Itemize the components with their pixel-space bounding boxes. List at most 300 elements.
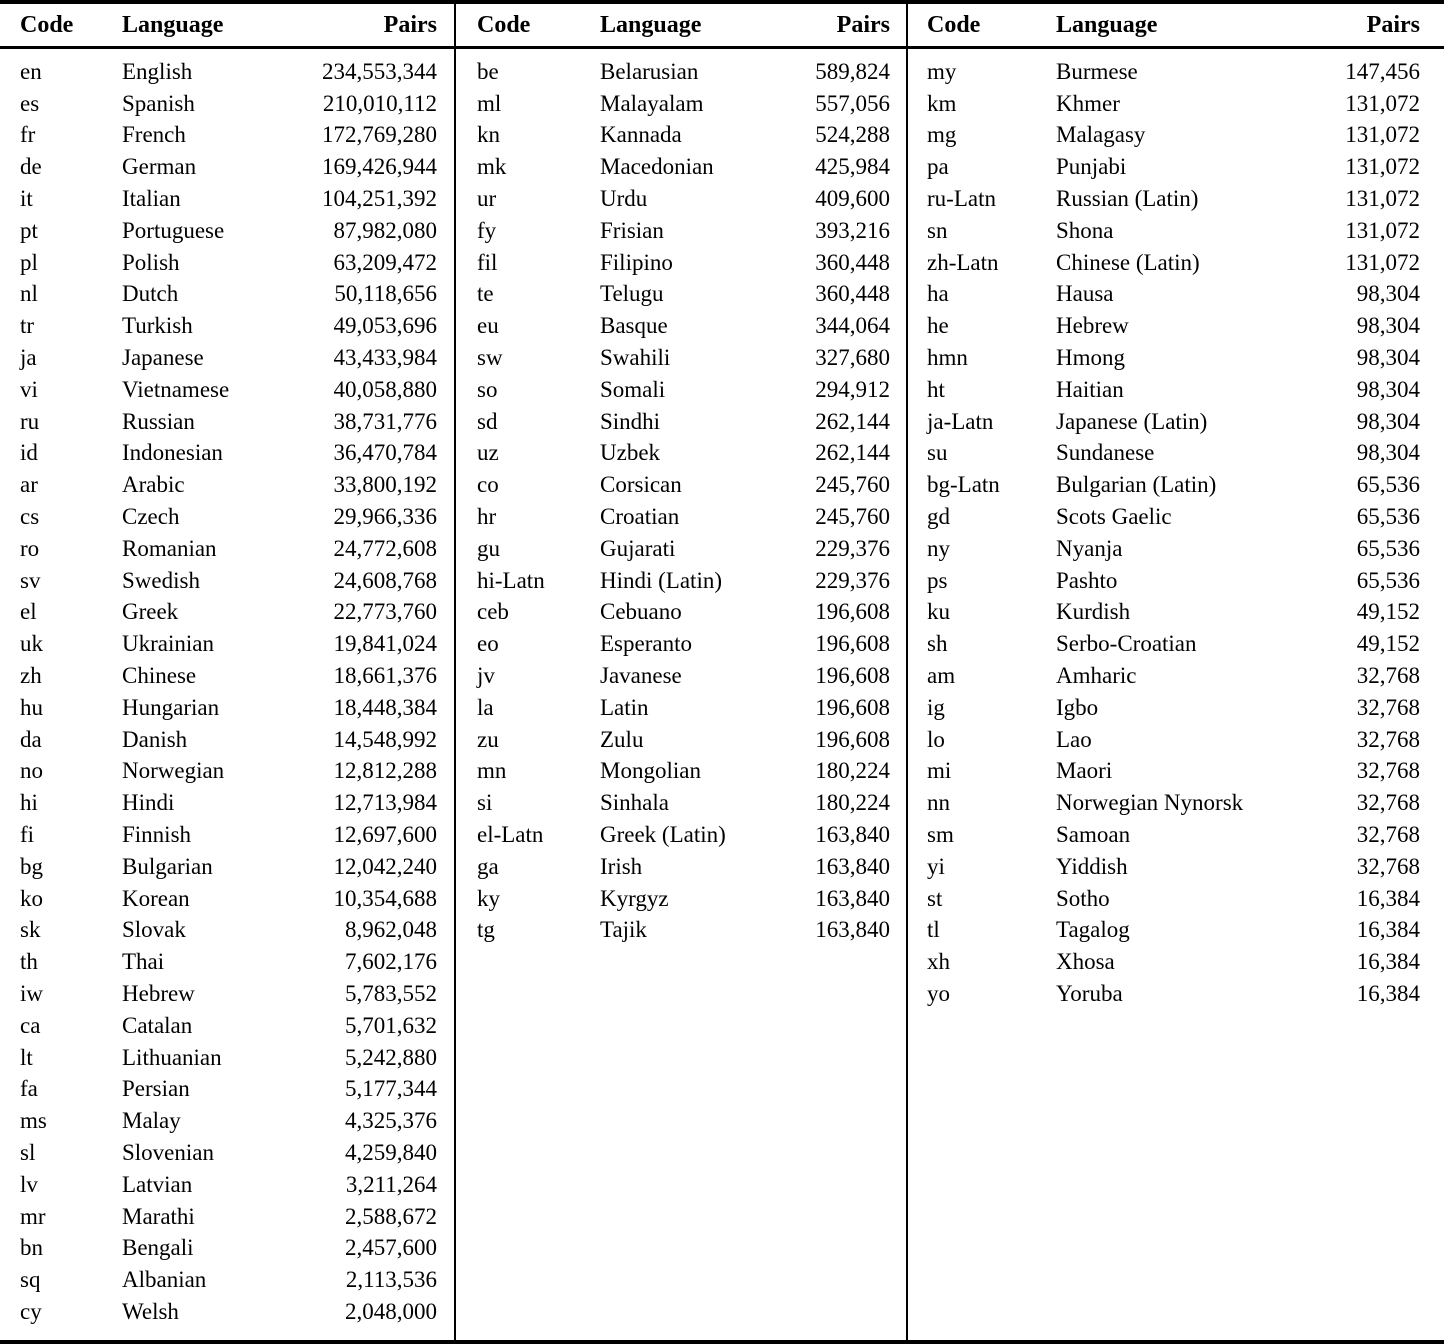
pairs-cell: 393,216 xyxy=(815,217,890,243)
language-cell: Mongolian xyxy=(600,758,701,784)
column-header-code: Code xyxy=(927,11,981,38)
pairs-cell: 2,457,600 xyxy=(345,1235,437,1261)
language-cell: Polish xyxy=(122,249,180,275)
code-cell: zh xyxy=(20,663,42,689)
table-row xyxy=(456,88,906,120)
table-row xyxy=(908,819,1444,851)
language-cell: Javanese xyxy=(600,663,682,689)
language-cell: Filipino xyxy=(600,249,673,275)
code-cell: cy xyxy=(20,1298,42,1324)
code-cell: ca xyxy=(20,1012,41,1038)
code-cell: ro xyxy=(20,535,40,561)
code-cell: am xyxy=(927,663,956,689)
table-row xyxy=(0,183,454,215)
table-row xyxy=(908,56,1444,88)
pairs-cell: 32,768 xyxy=(1356,822,1420,848)
pairs-cell: 65,536 xyxy=(1356,535,1420,561)
code-cell: hmn xyxy=(927,345,968,371)
pairs-cell: 245,760 xyxy=(815,504,890,530)
code-cell: eo xyxy=(477,631,499,657)
language-cell: Zulu xyxy=(600,726,644,752)
table-row xyxy=(908,597,1444,629)
language-cell: Japanese (Latin) xyxy=(1056,408,1208,434)
code-cell: mg xyxy=(927,122,957,148)
table-row xyxy=(0,215,454,247)
table-row xyxy=(908,946,1444,978)
language-cell: Greek (Latin) xyxy=(600,822,726,848)
language-cell: Korean xyxy=(122,885,190,911)
column-header-code: Code xyxy=(20,11,74,38)
pairs-cell: 5,783,552 xyxy=(345,981,437,1006)
table-row xyxy=(456,565,906,597)
table-row xyxy=(908,756,1444,788)
code-cell: ja-Latn xyxy=(927,408,994,434)
pairs-cell: 2,048,000 xyxy=(345,1298,437,1324)
code-cell: nn xyxy=(927,790,950,816)
code-cell: uz xyxy=(477,440,499,466)
table-row xyxy=(0,279,454,311)
code-cell: sv xyxy=(20,567,41,593)
language-cell: Maori xyxy=(1056,758,1113,784)
language-cell: Croatian xyxy=(600,504,680,530)
pairs-cell: 131,072 xyxy=(1345,217,1420,243)
language-cell: Marathi xyxy=(122,1203,195,1229)
code-cell: fy xyxy=(477,217,497,243)
language-cell: Irish xyxy=(600,853,643,879)
table-columns xyxy=(0,4,1444,1340)
pairs-cell: 32,768 xyxy=(1356,694,1420,720)
language-cell: Punjabi xyxy=(1056,154,1127,180)
code-cell: fr xyxy=(20,122,36,148)
pairs-cell: 524,288 xyxy=(815,122,890,148)
code-cell: sw xyxy=(477,345,503,371)
code-cell: he xyxy=(927,313,949,339)
pairs-cell: 234,553,344 xyxy=(322,58,437,84)
code-cell: si xyxy=(477,790,493,816)
language-cell: Amharic xyxy=(1056,663,1137,689)
table-row xyxy=(0,469,454,501)
language-cell: Hindi xyxy=(122,790,175,816)
code-cell: en xyxy=(20,58,42,84)
table-row xyxy=(0,56,454,88)
language-cell: Kyrgyz xyxy=(600,885,669,911)
table-row xyxy=(0,374,454,406)
pairs-cell: 7,602,176 xyxy=(345,949,437,975)
table-row xyxy=(0,819,454,851)
language-cell: Russian xyxy=(122,408,195,434)
table-row xyxy=(908,660,1444,692)
table-body xyxy=(908,49,1444,1340)
language-cell: Malayalam xyxy=(600,90,704,116)
table-row xyxy=(0,915,454,947)
table-row xyxy=(456,692,906,724)
pairs-cell: 245,760 xyxy=(815,472,890,498)
language-cell: Yoruba xyxy=(1056,981,1123,1006)
table-row xyxy=(456,660,906,692)
code-cell: ps xyxy=(927,567,948,593)
pairs-cell: 5,242,880 xyxy=(345,1044,437,1070)
pairs-cell: 98,304 xyxy=(1356,281,1420,307)
table-row xyxy=(456,533,906,565)
table-row xyxy=(456,787,906,819)
code-cell: vi xyxy=(20,376,38,402)
table-row xyxy=(908,374,1444,406)
code-cell: ny xyxy=(927,535,950,561)
pairs-cell: 40,058,880 xyxy=(333,376,437,402)
language-cell: Tajik xyxy=(600,917,647,943)
code-cell: mr xyxy=(20,1203,46,1229)
language-cell: Haitian xyxy=(1056,376,1124,402)
code-cell: lo xyxy=(927,726,945,752)
table-row xyxy=(456,56,906,88)
table-row xyxy=(0,883,454,915)
column-header-pairs: Pairs xyxy=(383,11,437,38)
table-row xyxy=(908,978,1444,1010)
table-row xyxy=(908,247,1444,279)
language-cell: Catalan xyxy=(122,1012,193,1038)
table-group-1 xyxy=(0,4,454,1340)
language-cell: Hindi (Latin) xyxy=(600,567,722,593)
table-row xyxy=(908,88,1444,120)
language-cell: Romanian xyxy=(122,535,217,561)
language-cell: Arabic xyxy=(122,472,185,498)
table-group-2 xyxy=(454,4,906,1340)
code-cell: ceb xyxy=(477,599,509,625)
pairs-cell: 38,731,776 xyxy=(333,408,437,434)
table-row xyxy=(456,342,906,374)
language-cell: Turkish xyxy=(122,313,193,339)
pairs-cell: 18,661,376 xyxy=(333,663,437,689)
table-row xyxy=(456,469,906,501)
pairs-cell: 32,768 xyxy=(1356,758,1420,784)
language-cell: Swedish xyxy=(122,567,200,593)
table-row xyxy=(0,120,454,152)
language-cell: Czech xyxy=(122,504,180,530)
pairs-cell: 131,072 xyxy=(1345,186,1420,212)
language-cell: Albanian xyxy=(122,1267,207,1293)
pairs-cell: 14,548,992 xyxy=(333,726,437,752)
table-row xyxy=(0,438,454,470)
code-cell: bg-Latn xyxy=(927,472,1000,498)
pairs-cell: 36,470,784 xyxy=(333,440,437,466)
code-cell: es xyxy=(20,90,40,116)
code-cell: bn xyxy=(20,1235,43,1261)
table-row xyxy=(0,247,454,279)
table-row xyxy=(0,1169,454,1201)
table-row xyxy=(456,247,906,279)
table-row xyxy=(0,1105,454,1137)
code-cell: be xyxy=(477,58,499,84)
pairs-cell: 24,772,608 xyxy=(333,535,437,561)
language-cell: Nyanja xyxy=(1056,535,1123,561)
language-cell: Slovak xyxy=(122,917,186,943)
table-row xyxy=(0,660,454,692)
table-row xyxy=(456,851,906,883)
language-cell: Hausa xyxy=(1056,281,1114,307)
code-cell: ml xyxy=(477,90,502,116)
pairs-cell: 169,426,944 xyxy=(322,154,437,180)
table-row xyxy=(456,883,906,915)
table-row xyxy=(0,787,454,819)
table-row xyxy=(456,724,906,756)
table-row xyxy=(456,501,906,533)
code-cell: ar xyxy=(20,472,38,498)
code-cell: sn xyxy=(927,217,948,243)
language-cell: French xyxy=(122,122,186,148)
table-row xyxy=(0,533,454,565)
table-row xyxy=(0,692,454,724)
language-cell: Spanish xyxy=(122,90,195,116)
pairs-cell: 12,697,600 xyxy=(333,822,437,848)
language-cell: Malay xyxy=(122,1108,181,1134)
code-cell: gd xyxy=(927,504,950,530)
code-cell: ru xyxy=(20,408,40,434)
pairs-cell: 98,304 xyxy=(1356,313,1420,339)
table-row xyxy=(908,628,1444,660)
pairs-cell: 163,840 xyxy=(815,917,890,943)
code-cell: jv xyxy=(477,663,495,689)
language-cell: Greek xyxy=(122,599,179,625)
table-row xyxy=(0,1296,454,1328)
pairs-cell: 49,053,696 xyxy=(333,313,437,339)
code-cell: sd xyxy=(477,408,498,434)
language-cell: Xhosa xyxy=(1056,949,1115,975)
pairs-cell: 24,608,768 xyxy=(333,567,437,593)
pairs-cell: 2,113,536 xyxy=(345,1267,437,1293)
table-row xyxy=(0,310,454,342)
code-cell: su xyxy=(927,440,948,466)
table-row xyxy=(0,978,454,1010)
pairs-cell: 196,608 xyxy=(815,631,890,657)
table-row xyxy=(456,120,906,152)
code-cell: yo xyxy=(927,981,950,1006)
table-row xyxy=(456,310,906,342)
pairs-cell: 4,259,840 xyxy=(345,1139,437,1165)
table-row xyxy=(0,1074,454,1106)
code-cell: sm xyxy=(927,822,954,848)
pairs-cell: 63,209,472 xyxy=(333,249,437,275)
language-cell: Italian xyxy=(122,186,181,212)
pairs-cell: 196,608 xyxy=(815,599,890,625)
pairs-cell: 131,072 xyxy=(1345,249,1420,275)
pairs-cell: 32,768 xyxy=(1356,663,1420,689)
code-cell: el xyxy=(20,599,37,625)
table-row xyxy=(456,183,906,215)
code-cell: st xyxy=(927,885,943,911)
table-row xyxy=(0,151,454,183)
language-cell: Welsh xyxy=(122,1298,179,1324)
code-cell: zh-Latn xyxy=(927,249,999,275)
pairs-cell: 65,536 xyxy=(1356,504,1420,530)
code-cell: ky xyxy=(477,885,500,911)
pairs-cell: 29,966,336 xyxy=(333,504,437,530)
code-cell: sq xyxy=(20,1267,41,1293)
code-cell: yi xyxy=(927,853,945,879)
code-cell: no xyxy=(20,758,43,784)
table-row xyxy=(0,597,454,629)
pairs-cell: 229,376 xyxy=(815,567,890,593)
table-row xyxy=(456,151,906,183)
code-cell: ga xyxy=(477,853,499,879)
language-cell: Sinhala xyxy=(600,790,669,816)
pairs-cell: 87,982,080 xyxy=(333,217,437,243)
table-body xyxy=(0,49,454,1340)
pairs-cell: 196,608 xyxy=(815,694,890,720)
code-cell: da xyxy=(20,726,42,752)
code-cell: sh xyxy=(927,631,948,657)
code-cell: sl xyxy=(20,1139,36,1165)
language-cell: Pashto xyxy=(1056,567,1118,593)
language-cell: Frisian xyxy=(600,217,664,243)
pairs-cell: 16,384 xyxy=(1356,981,1420,1006)
language-cell: Bulgarian (Latin) xyxy=(1056,472,1217,498)
pairs-cell: 18,448,384 xyxy=(333,694,437,720)
table-row xyxy=(0,1201,454,1233)
code-cell: it xyxy=(20,186,33,212)
pairs-cell: 229,376 xyxy=(815,535,890,561)
table-header-row xyxy=(456,4,906,49)
code-cell: eu xyxy=(477,313,499,339)
pairs-cell: 98,304 xyxy=(1356,440,1420,466)
code-cell: pa xyxy=(927,154,949,180)
table-row xyxy=(456,374,906,406)
pairs-cell: 172,769,280 xyxy=(322,122,437,148)
language-cell: Samoan xyxy=(1056,822,1131,848)
pairs-cell: 131,072 xyxy=(1345,122,1420,148)
language-cell: Chinese (Latin) xyxy=(1056,249,1200,275)
code-cell: co xyxy=(477,472,499,498)
column-header-language: Language xyxy=(1056,11,1158,38)
pairs-cell: 425,984 xyxy=(815,154,890,180)
pairs-cell: 210,010,112 xyxy=(322,90,437,116)
pairs-cell: 262,144 xyxy=(815,440,890,466)
code-cell: gu xyxy=(477,535,500,561)
language-cell: Burmese xyxy=(1056,58,1138,84)
table-row xyxy=(456,597,906,629)
language-cell: Malagasy xyxy=(1056,122,1146,148)
language-cell: Kurdish xyxy=(1056,599,1131,625)
table-row xyxy=(456,915,906,947)
code-cell: te xyxy=(477,281,494,307)
pairs-cell: 12,713,984 xyxy=(333,790,437,816)
language-cell: Macedonian xyxy=(600,154,714,180)
language-cell: Slovenian xyxy=(122,1139,214,1165)
code-cell: ja xyxy=(20,345,37,371)
pairs-cell: 180,224 xyxy=(815,758,890,784)
table-row xyxy=(908,469,1444,501)
pairs-cell: 294,912 xyxy=(815,376,890,402)
code-cell: nl xyxy=(20,281,38,307)
column-header-code: Code xyxy=(477,11,531,38)
language-cell: Latin xyxy=(600,694,649,720)
language-cell: Tagalog xyxy=(1056,917,1130,943)
pairs-cell: 5,177,344 xyxy=(345,1076,437,1102)
pairs-cell: 65,536 xyxy=(1356,567,1420,593)
pairs-cell: 409,600 xyxy=(815,186,890,212)
language-cell: Belarusian xyxy=(600,58,699,84)
table-row xyxy=(0,628,454,660)
table-row xyxy=(0,88,454,120)
language-cell: Thai xyxy=(122,949,165,975)
language-cell: Sindhi xyxy=(600,408,661,434)
pairs-cell: 32,768 xyxy=(1356,853,1420,879)
pairs-cell: 196,608 xyxy=(815,663,890,689)
language-cell: Ukrainian xyxy=(122,631,214,657)
table-row xyxy=(0,1137,454,1169)
pairs-cell: 22,773,760 xyxy=(333,599,437,625)
language-cell: Latvian xyxy=(122,1171,193,1197)
table-group-3 xyxy=(906,4,1444,1340)
language-cell: Danish xyxy=(122,726,188,752)
language-cell: Gujarati xyxy=(600,535,676,561)
pairs-cell: 10,354,688 xyxy=(333,885,437,911)
table-row xyxy=(908,565,1444,597)
language-cell: Basque xyxy=(600,313,668,339)
table-row xyxy=(908,851,1444,883)
table-row xyxy=(0,946,454,978)
table-row xyxy=(908,406,1444,438)
code-cell: ku xyxy=(927,599,950,625)
code-cell: tl xyxy=(927,917,940,943)
code-cell: lv xyxy=(20,1171,38,1197)
pairs-cell: 180,224 xyxy=(815,790,890,816)
code-cell: tg xyxy=(477,917,495,943)
pairs-cell: 5,701,632 xyxy=(345,1012,437,1038)
table-row xyxy=(456,215,906,247)
language-cell: Hebrew xyxy=(122,981,195,1006)
table-row xyxy=(0,406,454,438)
pairs-cell: 32,768 xyxy=(1356,726,1420,752)
code-cell: ko xyxy=(20,885,43,911)
table-row xyxy=(908,120,1444,152)
table-row xyxy=(908,883,1444,915)
pairs-cell: 19,841,024 xyxy=(333,631,437,657)
language-cell: Lao xyxy=(1056,726,1092,752)
code-cell: fa xyxy=(20,1076,38,1102)
table-row xyxy=(908,501,1444,533)
pairs-cell: 3,211,264 xyxy=(345,1171,437,1197)
table-row xyxy=(908,915,1444,947)
code-cell: cs xyxy=(20,504,40,530)
code-cell: mk xyxy=(477,154,507,180)
language-cell: Norwegian Nynorsk xyxy=(1056,790,1244,816)
table-row xyxy=(456,438,906,470)
code-cell: la xyxy=(477,694,494,720)
code-cell: ru-Latn xyxy=(927,186,996,212)
column-header-pairs: Pairs xyxy=(836,11,890,38)
pairs-cell: 2,588,672 xyxy=(345,1203,437,1229)
table-row xyxy=(908,215,1444,247)
pairs-cell: 16,384 xyxy=(1356,917,1420,943)
language-cell: Bengali xyxy=(122,1235,194,1261)
table-row xyxy=(908,310,1444,342)
table-row xyxy=(0,851,454,883)
pairs-cell: 344,064 xyxy=(815,313,890,339)
code-cell: ur xyxy=(477,186,497,212)
column-header-language: Language xyxy=(600,11,702,38)
code-cell: tr xyxy=(20,313,35,339)
language-cell: Russian (Latin) xyxy=(1056,186,1199,212)
table-row xyxy=(456,628,906,660)
language-cell: Somali xyxy=(600,376,666,402)
pairs-cell: 163,840 xyxy=(815,822,890,848)
language-cell: Persian xyxy=(122,1076,190,1102)
code-cell: uk xyxy=(20,631,43,657)
language-cell: Japanese xyxy=(122,345,204,371)
pairs-cell: 163,840 xyxy=(815,853,890,879)
language-cell: Bulgarian xyxy=(122,853,213,879)
table-body xyxy=(456,49,906,1340)
